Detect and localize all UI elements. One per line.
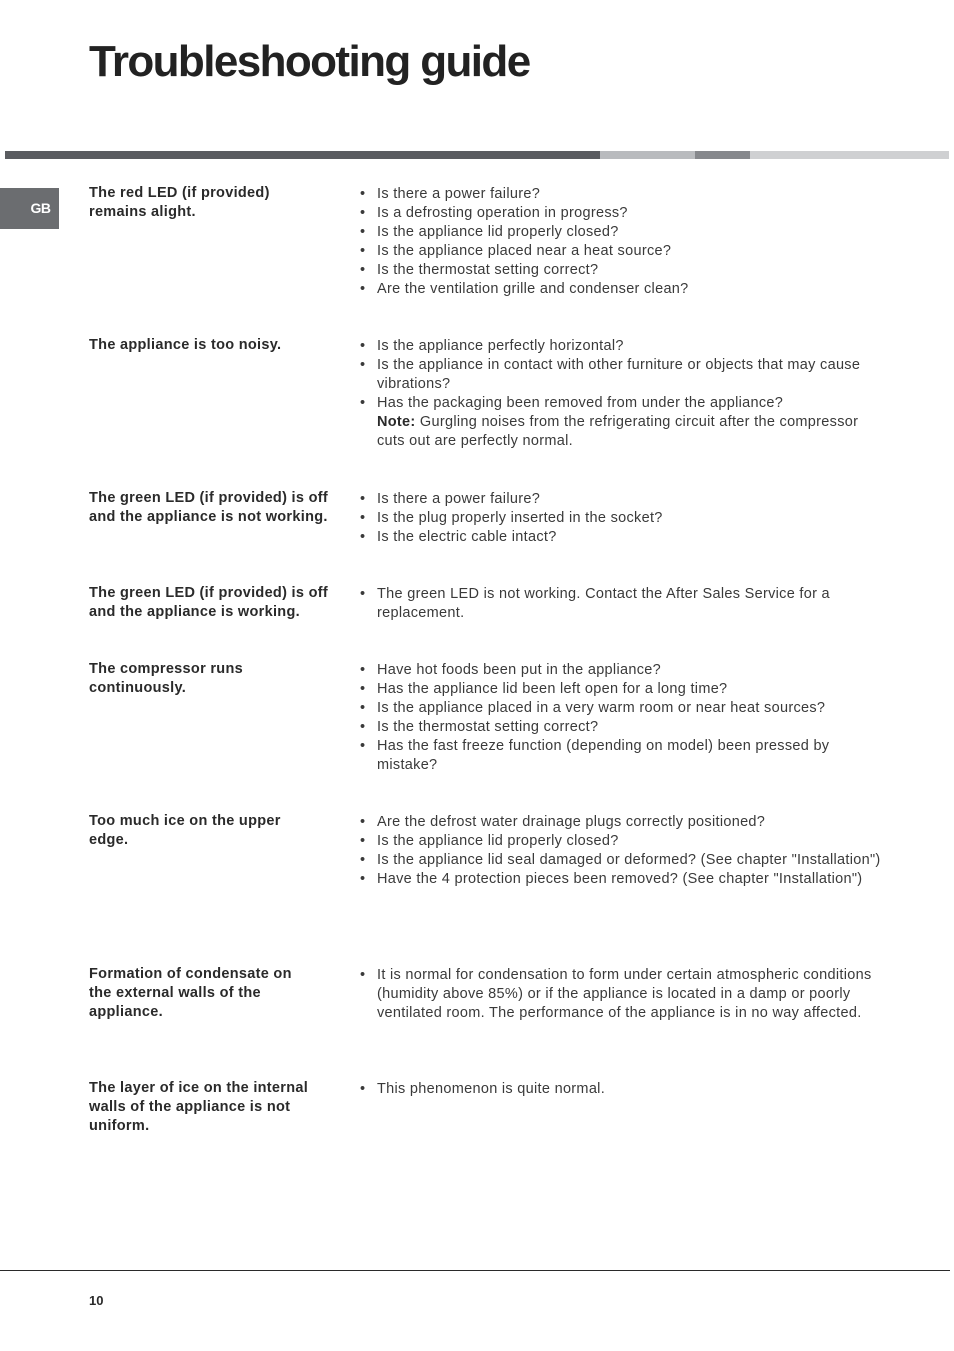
bullet-icon: • — [360, 205, 366, 221]
header-bar-segment — [600, 151, 695, 159]
list-item: • Has the appliance lid been left open for a long time? — [360, 681, 728, 697]
list-item: • Have the 4 protection pieces been removed? (See chapter "Installation") — [360, 871, 863, 887]
bullet-icon: • — [360, 814, 366, 830]
problem-label: The layer of ice on the internal walls of the appliance is not uniform. — [89, 1080, 309, 1134]
bullet-icon: • — [360, 357, 366, 373]
list-item: • Has the packaging been removed from under the appliance? Note: Gurgling noises from the refrigerating circuit after the compressor cuts out are perfectly normal. — [360, 395, 859, 449]
check-list — [360, 337, 890, 451]
problem-label: The green LED (if provided) is off and the appliance is working. — [89, 585, 328, 620]
check-list — [360, 185, 890, 299]
bullet-icon: • — [360, 224, 366, 240]
list-item: • Is there a power failure? — [360, 186, 541, 202]
check-list — [360, 813, 890, 889]
bullet-icon: • — [360, 510, 366, 526]
check-list — [360, 661, 890, 775]
note-text: Gurgling noises from the refrigerating circuit after the compressor cuts out are perfectly normal. — [377, 414, 859, 449]
list-item: • Is the thermostat setting correct? — [360, 262, 599, 278]
bullet-icon: • — [360, 395, 366, 411]
bullet-icon: • — [360, 529, 366, 545]
list-item: • Is a defrosting operation in progress? — [360, 205, 628, 221]
check-list — [360, 1080, 890, 1099]
bullet-icon: • — [360, 186, 366, 202]
list-item: • This phenomenon is quite normal. — [360, 1081, 606, 1097]
page-title: Troubleshooting guide — [89, 37, 530, 86]
header-bar-segment — [695, 151, 750, 159]
list-item: • The green LED is not working. Contact the After Sales Service for a replacement. — [360, 586, 830, 621]
header-bar-segment — [5, 151, 600, 159]
list-item: • Is there a power failure? — [360, 491, 541, 507]
bullet-icon: • — [360, 662, 366, 678]
bullet-icon: • — [360, 262, 366, 278]
bullet-icon: • — [360, 871, 366, 887]
bullet-icon: • — [360, 700, 366, 716]
language-tab: GB — [0, 188, 59, 229]
list-item: • Is the appliance perfectly horizontal? — [360, 338, 624, 354]
list-item: • Is the appliance placed near a heat source? — [360, 243, 672, 259]
bullet-icon: • — [360, 1081, 366, 1097]
header-bar-segment — [750, 151, 949, 159]
list-item: • Is the thermostat setting correct? — [360, 719, 599, 735]
bullet-icon: • — [360, 491, 366, 507]
list-item: • Have hot foods been put in the appliance? — [360, 662, 661, 678]
problem-label: Formation of condensate on the external walls of the appliance. — [89, 966, 292, 1020]
bullet-icon: • — [360, 338, 366, 354]
check-list — [360, 966, 890, 1023]
bullet-icon: • — [360, 719, 366, 735]
footer-divider — [0, 1270, 950, 1271]
problem-label: The appliance is too noisy. — [89, 337, 282, 353]
list-item: • Are the defrost water drainage plugs correctly positioned? — [360, 814, 766, 830]
note-label: Note: — [377, 414, 416, 430]
page-number: 10 — [89, 1293, 104, 1308]
bullet-icon: • — [360, 852, 366, 868]
bullet-icon: • — [360, 833, 366, 849]
list-item: • Is the appliance lid properly closed? — [360, 833, 619, 849]
problem-label: The red LED (if provided) remains alight. — [89, 185, 270, 220]
list-item: • It is normal for condensation to form under certain atmospheric conditions (humidity above 85%) or if the appliance is located in a damp or poorly ventilated room. The performance of the appliance is in no way affected. — [360, 967, 872, 1021]
problem-label: The compressor runs continuously. — [89, 661, 243, 696]
check-list — [360, 585, 890, 623]
list-item: • Has the fast freeze function (depending on model) been pressed by mistake? — [360, 738, 830, 773]
check-list — [360, 490, 890, 547]
problem-label: The green LED (if provided) is off and the appliance is not working. — [89, 490, 328, 525]
list-item: • Is the appliance lid seal damaged or deformed? (See chapter "Installation") — [360, 852, 881, 868]
list-item: • Is the plug properly inserted in the socket? — [360, 510, 663, 526]
list-item: • Is the appliance lid properly closed? — [360, 224, 619, 240]
bullet-icon: • — [360, 586, 366, 602]
list-item: • Is the appliance in contact with other furniture or objects that may cause vibrations? — [360, 357, 861, 392]
problem-label: Too much ice on the upper edge. — [89, 813, 281, 848]
bullet-icon: • — [360, 738, 366, 754]
bullet-icon: • — [360, 281, 366, 297]
bullet-icon: • — [360, 681, 366, 697]
bullet-icon: • — [360, 243, 366, 259]
list-item: • Are the ventilation grille and condenser clean? — [360, 281, 689, 297]
header-color-bar — [5, 151, 949, 159]
bullet-icon: • — [360, 967, 366, 983]
list-item: • Is the electric cable intact? — [360, 529, 557, 545]
list-item: • Is the appliance placed in a very warm room or near heat sources? — [360, 700, 826, 716]
